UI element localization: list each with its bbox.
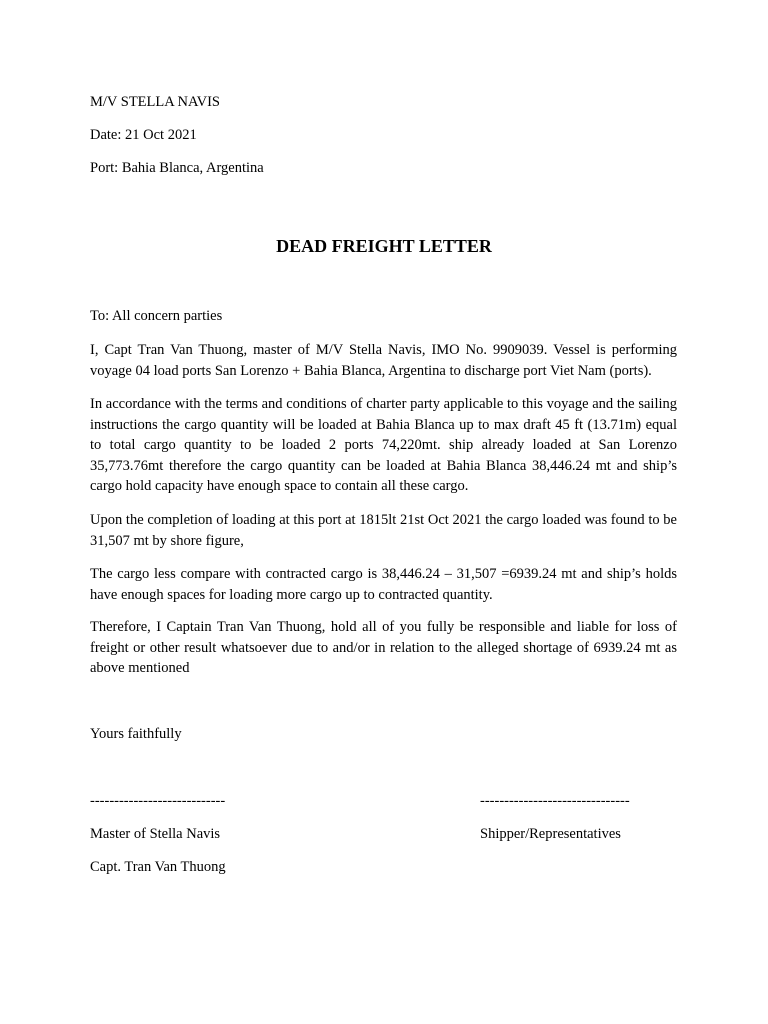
vessel-name: M/V STELLA NAVIS	[90, 94, 220, 110]
signature-line-master: ----------------------------	[90, 793, 226, 809]
port-line: Port: Bahia Blanca, Argentina	[90, 160, 264, 176]
addressee: To: All concern parties	[90, 308, 223, 324]
paragraph-liability: Therefore, I Captain Tran Van Thuong, hold all of you fully be responsible and liable for loss of freight or other result whatsoever due to and/or in relation to the alleged shortage of 6939.24 mt as above mentioned	[90, 619, 677, 676]
paragraph-shortage: The cargo less compare with contracted cargo is 38,446.24 – 31,507 =6939.24 mt and ship’s holds have enough spaces for loading more cargo up to contracted quantity.	[90, 566, 677, 603]
letter-date: Date: 21 Oct 2021	[90, 127, 197, 143]
signature-role-master: Master of Stella Navis	[90, 826, 221, 842]
closing: Yours faithfully	[90, 726, 182, 742]
signature-line-shipper: -------------------------------	[480, 793, 630, 809]
letter-title: DEAD FREIGHT LETTER	[276, 236, 492, 256]
paragraph-completion: Upon the completion of loading at this port at 1815lt 21st Oct 2021 the cargo loaded was found to be 31,507 mt by shore figure,	[90, 512, 677, 549]
signature-role-shipper: Shipper/Representatives	[480, 826, 621, 842]
paragraph-intro: I, Capt Tran Van Thuong, master of M/V Stella Navis, IMO No. 9909039. Vessel is performing voyage 04 load ports San Lorenzo + Bahia Blanca, Argentina to discharge port Viet Nam (ports).	[90, 342, 677, 379]
signature-name-master: Capt. Tran Van Thuong	[90, 859, 226, 875]
paragraph-terms: In accordance with the terms and conditions of charter party applicable to this voyage and the sailing instructions the cargo quantity will be loaded at Bahia Blanca up to max draft 45 ft (13.71m) equal to total cargo quantity to be loaded 2 ports 74,220mt. ship already loaded at San Lorenzo 35,773.76mt therefore the cargo quantity can be loaded at Bahia Blanca 38,446.24 mt and ship’s cargo hold capacity have enough space to contain all these cargo.	[90, 396, 677, 494]
